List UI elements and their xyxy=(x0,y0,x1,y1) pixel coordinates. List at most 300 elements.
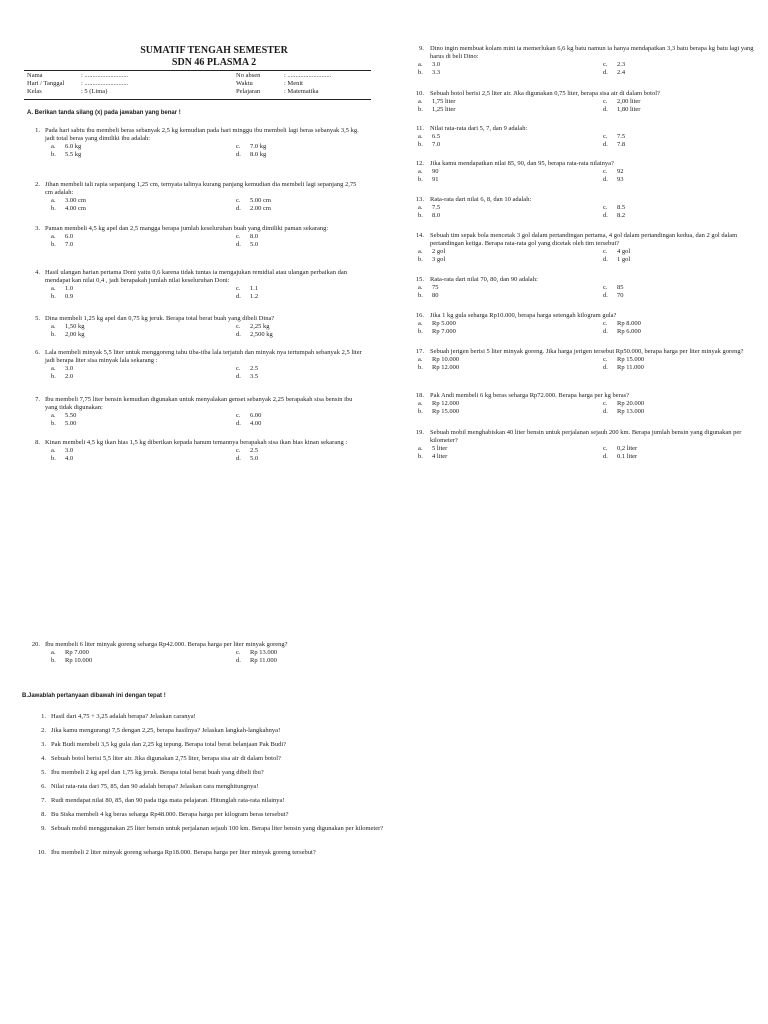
question-b-10 xyxy=(24,849,384,857)
answer-option[interactable] xyxy=(418,168,603,176)
answer-option[interactable] xyxy=(418,248,603,256)
option-text: Rp 7.000 xyxy=(432,327,456,335)
question-b-8 xyxy=(24,811,384,819)
question-text: Dina membeli 1,25 kg apel dan 0,75 kg jeruk. Berapa total berat buah yang dibeli Dina? xyxy=(45,315,275,322)
option-letter: a. xyxy=(51,446,56,454)
answer-option[interactable] xyxy=(418,445,603,453)
answer-option[interactable] xyxy=(418,284,603,292)
option-letter: c. xyxy=(236,232,241,240)
answer-option[interactable] xyxy=(51,365,236,373)
option-letter: b. xyxy=(51,292,56,300)
option-letter: d. xyxy=(603,255,608,263)
question-number: 4. xyxy=(41,755,46,762)
answer-option[interactable] xyxy=(418,292,603,300)
option-letter: d. xyxy=(603,140,608,148)
question-stem xyxy=(24,181,364,197)
question-text: Sebuah mobil menghabiskan 40 liter bensin untuk perjalanan sejauh 200 km. Berapa jumlah bensin yang digunakan per kilometer? xyxy=(430,429,742,444)
option-text: 4 liter xyxy=(432,452,448,460)
answer-option[interactable] xyxy=(418,133,603,141)
question-b-6 xyxy=(24,783,384,791)
exam-title: SUMATIF TENGAH SEMESTER xyxy=(140,45,288,56)
answer-option[interactable] xyxy=(418,176,603,184)
answer-option[interactable] xyxy=(51,143,236,151)
answer-option[interactable] xyxy=(51,331,236,339)
question-number: 5. xyxy=(35,315,40,322)
question-number: 10. xyxy=(37,849,46,856)
option-text: 2,25 kg xyxy=(250,322,270,330)
answer-option[interactable] xyxy=(236,285,376,293)
answer-option[interactable] xyxy=(603,445,743,453)
answer-option[interactable] xyxy=(51,412,236,420)
question-a-20 xyxy=(24,641,364,665)
question-text: Paman membeli 4,5 kg apel dan 2,5 mangga berapa jumlah keseluruhan buah yang dimiliki paman sekarang: xyxy=(45,225,329,232)
absen-field[interactable]: : ........................... xyxy=(284,72,332,79)
question-text: Pak Budi membeli 3,5 kg gula dan 2,25 kg tepung. Berapa total berat belanjaan Pak Budi? xyxy=(51,741,287,748)
option-letter: b. xyxy=(418,291,423,299)
option-text: 2,500 kg xyxy=(250,330,273,338)
answer-option[interactable] xyxy=(418,364,603,372)
time-row: Waktu : Menit xyxy=(236,80,303,87)
answer-option[interactable] xyxy=(51,241,236,249)
question-b-7 xyxy=(24,797,384,805)
option-text: Rp 11.000 xyxy=(250,656,277,664)
answer-option[interactable] xyxy=(603,133,743,141)
option-letter: a. xyxy=(418,60,423,68)
option-text: 7.0 kg xyxy=(250,142,267,150)
question-stem xyxy=(24,225,364,233)
option-text: 2.5 xyxy=(250,364,259,372)
option-letter: b. xyxy=(51,240,56,248)
option-text: 92 xyxy=(617,167,624,175)
option-text: 1,75 liter xyxy=(432,97,456,105)
question-number: 3. xyxy=(41,741,46,748)
answer-option[interactable] xyxy=(603,292,743,300)
question-a-3 xyxy=(24,225,364,249)
question-text: Hasil ulangan harian pertama Doni yaitu 0,6 karena tidak tuntas ia mengajukan remidial atau ulangan perbaikan dan mendapat kan nilai 0,4 , jadi berapakah jumlah nilai keseluruhan Doni: xyxy=(45,269,347,284)
option-letter: a. xyxy=(418,132,423,140)
answer-option[interactable] xyxy=(603,69,743,77)
answer-option[interactable] xyxy=(418,141,603,149)
name-field[interactable]: : ........................... xyxy=(81,72,129,79)
option-letter: b. xyxy=(51,150,56,158)
option-letter: d. xyxy=(603,327,608,335)
answer-option[interactable] xyxy=(603,400,743,408)
answer-option[interactable] xyxy=(603,328,743,336)
question-text: Ibu membeli 2 kg apel dan 1,75 kg jeruk. Berapa total berat buah yang dibeli ibu? xyxy=(51,769,264,776)
class-row: Kelas : 5 (Lima) xyxy=(27,88,108,95)
answer-option[interactable] xyxy=(236,293,376,301)
answer-option[interactable] xyxy=(603,61,743,69)
question-a-13 xyxy=(405,196,755,220)
option-text: 3 gol xyxy=(432,255,446,263)
question-number: 6. xyxy=(35,349,40,356)
question-a-2 xyxy=(24,181,364,213)
answer-option[interactable] xyxy=(236,241,376,249)
option-text: Rp 12.000 xyxy=(432,399,460,407)
answer-option[interactable] xyxy=(51,233,236,241)
answer-option[interactable] xyxy=(236,233,376,241)
question-a-12 xyxy=(405,160,755,184)
answer-option[interactable] xyxy=(603,176,743,184)
option-text: 2.0 xyxy=(65,372,74,380)
answer-option[interactable] xyxy=(418,98,603,106)
answer-option[interactable] xyxy=(236,649,376,657)
answer-option[interactable] xyxy=(51,293,236,301)
option-letter: d. xyxy=(603,363,608,371)
answer-options xyxy=(405,61,755,77)
option-letter: a. xyxy=(418,283,423,291)
question-a-1 xyxy=(24,127,364,159)
question-a-15 xyxy=(405,276,755,300)
option-letter: b. xyxy=(418,363,423,371)
option-letter: b. xyxy=(418,140,423,148)
option-text: 2,00 kg xyxy=(65,330,85,338)
answer-option[interactable] xyxy=(236,323,376,331)
answer-option[interactable] xyxy=(418,106,603,114)
question-text: Sebuah tim sepak bola mencetak 3 gol dalam pertandingan pertama, 4 gol dalam pertandingan kedua, dan 2 gol dalam pertandingan ketiga. Berapa rata-rata gol yang dicetak oleh tim tersebut? xyxy=(430,232,738,247)
question-stem xyxy=(405,160,755,168)
option-text: 3.0 xyxy=(65,446,74,454)
answer-option[interactable] xyxy=(418,69,603,77)
answer-option[interactable] xyxy=(603,364,743,372)
option-letter: d. xyxy=(236,204,241,212)
option-text: 7.5 xyxy=(432,203,441,211)
answer-option[interactable] xyxy=(418,212,603,220)
option-letter: a. xyxy=(418,97,423,105)
option-letter: d. xyxy=(236,656,241,664)
question-number: 11. xyxy=(416,125,424,132)
option-letter: d. xyxy=(603,175,608,183)
answer-option[interactable] xyxy=(603,168,743,176)
option-text: 5.50 xyxy=(65,411,77,419)
question-number: 17. xyxy=(415,348,424,355)
student-info-right xyxy=(236,72,371,96)
answer-option[interactable] xyxy=(418,356,603,364)
answer-option[interactable] xyxy=(51,649,236,657)
question-text: Pak Andi membeli 6 kg beras seharga Rp72.000. Berapa harga per kg beras? xyxy=(430,392,630,399)
answer-option[interactable] xyxy=(236,447,376,455)
question-text: Nilai rata-rata dari 75, 85, dan 90 adalah berapa? Jelaskan cara menghitungnya! xyxy=(51,783,259,790)
option-letter: b. xyxy=(51,330,56,338)
question-number: 16. xyxy=(415,312,424,319)
option-text: 2.5 xyxy=(250,446,259,454)
answer-option[interactable] xyxy=(603,284,743,292)
option-text: 7.5 xyxy=(617,132,626,140)
option-text: 6.5 xyxy=(432,132,441,140)
option-letter: d. xyxy=(236,330,241,338)
question-number: 5. xyxy=(41,769,46,776)
answer-option[interactable] xyxy=(51,205,236,213)
answer-options xyxy=(24,365,364,381)
question-number: 8. xyxy=(41,811,46,818)
section-a-heading: A. Berikan tanda silang (x) pada jawaban yang benar ! xyxy=(27,110,181,116)
answer-options xyxy=(24,233,364,249)
question-number: 10. xyxy=(415,90,424,97)
option-letter: c. xyxy=(603,132,608,140)
answer-option[interactable] xyxy=(51,455,236,463)
answer-option[interactable] xyxy=(418,400,603,408)
student-info-left xyxy=(27,72,227,96)
option-letter: b. xyxy=(51,454,56,462)
option-text: 8.0 xyxy=(250,232,259,240)
question-number: 14. xyxy=(415,232,424,239)
answer-option[interactable] xyxy=(51,285,236,293)
answer-option[interactable] xyxy=(603,106,743,114)
option-text: 7.0 xyxy=(65,240,74,248)
answer-option[interactable] xyxy=(236,365,376,373)
option-letter: a. xyxy=(418,444,423,452)
option-letter: d. xyxy=(603,211,608,219)
answer-option[interactable] xyxy=(236,373,376,381)
option-text: 2.4 xyxy=(617,68,626,76)
option-text: 0.1 liter xyxy=(617,452,638,460)
option-text: 2.00 cm xyxy=(250,204,271,212)
option-text: 3.00 cm xyxy=(65,196,86,204)
option-text: Rp 10.000 xyxy=(65,656,93,664)
option-letter: c. xyxy=(236,284,241,292)
option-letter: c. xyxy=(236,322,241,330)
answer-option[interactable] xyxy=(418,61,603,69)
option-letter: c. xyxy=(236,648,241,656)
option-text: Rp 10.000 xyxy=(432,355,460,363)
option-letter: a. xyxy=(418,203,423,211)
answer-option[interactable] xyxy=(236,143,376,151)
option-letter: c. xyxy=(603,319,608,327)
option-letter: c. xyxy=(236,364,241,372)
answer-option[interactable] xyxy=(51,447,236,455)
option-letter: a. xyxy=(418,247,423,255)
option-letter: a. xyxy=(51,196,56,204)
question-stem xyxy=(24,396,364,412)
answer-option[interactable] xyxy=(603,212,743,220)
option-letter: a. xyxy=(51,322,56,330)
option-text: Rp 13.000 xyxy=(617,407,645,415)
option-letter: c. xyxy=(603,355,608,363)
answer-option[interactable] xyxy=(418,453,603,461)
answer-option[interactable] xyxy=(603,98,743,106)
option-text: 1.1 xyxy=(250,284,259,292)
absen-row: No absen : ........................... xyxy=(236,72,332,79)
answer-options xyxy=(24,447,364,463)
option-letter: c. xyxy=(236,411,241,419)
answer-option[interactable] xyxy=(603,204,743,212)
answer-options xyxy=(24,412,364,428)
answer-option[interactable] xyxy=(51,151,236,159)
answer-option[interactable] xyxy=(51,373,236,381)
question-stem xyxy=(405,276,755,284)
option-letter: c. xyxy=(603,444,608,452)
option-letter: b. xyxy=(418,407,423,415)
answer-option[interactable] xyxy=(418,328,603,336)
answer-option[interactable] xyxy=(236,657,376,665)
answer-options xyxy=(24,649,364,665)
option-text: Rp 13.000 xyxy=(250,648,278,656)
option-text: Rp 5.000 xyxy=(432,319,456,327)
option-text: 7.0 xyxy=(432,140,441,148)
answer-option[interactable] xyxy=(236,412,376,420)
answer-option[interactable] xyxy=(236,420,376,428)
answer-option[interactable] xyxy=(603,248,743,256)
answer-option[interactable] xyxy=(603,453,743,461)
option-text: 7.8 xyxy=(617,140,626,148)
option-letter: b. xyxy=(418,327,423,335)
answer-option[interactable] xyxy=(603,320,743,328)
answer-options xyxy=(405,248,755,264)
answer-options xyxy=(405,204,755,220)
question-number: 19. xyxy=(415,429,424,436)
time-value: : Menit xyxy=(284,80,303,87)
question-b-3 xyxy=(24,741,384,749)
subject-value: : Matematika xyxy=(284,88,319,95)
answer-options xyxy=(24,323,364,339)
question-number: 15. xyxy=(415,276,424,283)
answer-option[interactable] xyxy=(51,657,236,665)
answer-option[interactable] xyxy=(603,141,743,149)
question-number: 1. xyxy=(41,713,46,720)
option-letter: b. xyxy=(418,105,423,113)
option-letter: c. xyxy=(603,283,608,291)
question-number: 12. xyxy=(415,160,424,167)
option-letter: c. xyxy=(236,196,241,204)
option-text: 3.3 xyxy=(432,68,441,76)
answer-options xyxy=(24,197,364,213)
option-letter: d. xyxy=(603,68,608,76)
answer-option[interactable] xyxy=(603,356,743,364)
answer-options xyxy=(24,285,364,301)
option-letter: c. xyxy=(603,399,608,407)
question-text: Rata-rata dari nilai 70, 80, dan 90 adalah: xyxy=(430,276,538,283)
option-text: 5.00 cm xyxy=(250,196,271,204)
question-text: Ibu membeli 6 liter minyak goreng seharga Rp42.000. Berapa harga per liter minyak goreng? xyxy=(45,641,288,648)
question-text: Kinan membeli 4,5 kg ikan hias 1,5 kg diberikan kepada hanum temannya berapakah sisa ikan hias kinan sekarang : xyxy=(45,439,348,446)
question-a-10 xyxy=(405,90,755,114)
answer-option[interactable] xyxy=(418,408,603,416)
question-text: Pada hari sabtu ibu membeli beras sebanyak 2,5 kg kemudian pada hari minggu ibu membeli lagi beras sebanyak 3,5 kg. jadi total beras yang dimiliki ibu adalah: xyxy=(45,127,359,142)
option-text: Rp 12.000 xyxy=(432,363,460,371)
answer-option[interactable] xyxy=(51,323,236,331)
option-letter: a. xyxy=(418,355,423,363)
option-letter: d. xyxy=(603,291,608,299)
question-text: Rudi mendapat nilai 80, 85, dan 90 pada tiga mata pelajaran. Hitunglah rata-rata nilainya! xyxy=(51,797,285,804)
question-stem xyxy=(24,641,364,649)
question-stem xyxy=(24,439,364,447)
question-a-11 xyxy=(405,125,755,149)
option-letter: c. xyxy=(603,247,608,255)
question-number: 9. xyxy=(41,825,46,832)
option-letter: a. xyxy=(418,167,423,175)
option-text: Rp 15.000 xyxy=(432,407,460,415)
option-text: 2 gol xyxy=(432,247,446,255)
answer-option[interactable] xyxy=(603,256,743,264)
question-a-9 xyxy=(405,45,755,77)
question-a-5 xyxy=(24,315,364,339)
option-letter: d. xyxy=(236,292,241,300)
option-letter: b. xyxy=(418,452,423,460)
option-letter: d. xyxy=(603,105,608,113)
question-a-6 xyxy=(24,349,364,381)
question-number: 6. xyxy=(41,783,46,790)
question-stem xyxy=(405,45,755,61)
answer-option[interactable] xyxy=(236,197,376,205)
option-letter: b. xyxy=(418,255,423,263)
option-text: 1.0 xyxy=(65,284,74,292)
question-stem xyxy=(24,269,364,285)
option-letter: a. xyxy=(418,399,423,407)
option-text: Rp 15.000 xyxy=(617,355,645,363)
option-text: Rp 6.000 xyxy=(617,327,641,335)
answer-option[interactable] xyxy=(51,420,236,428)
class-value: : 5 (Lima) xyxy=(81,88,108,95)
header-rule-bottom xyxy=(24,99,371,100)
answer-options xyxy=(24,143,364,159)
date-field[interactable]: : ........................... xyxy=(81,80,129,87)
answer-option[interactable] xyxy=(236,331,376,339)
question-number: 9. xyxy=(419,45,424,52)
answer-option[interactable] xyxy=(418,320,603,328)
option-text: 5.0 xyxy=(250,240,259,248)
option-letter: b. xyxy=(418,211,423,219)
option-text: 1.2 xyxy=(250,292,259,300)
question-text: Sebuah jerigen berisi 5 liter minyak goreng. Jika harga jerigen tersebut Rp50.000, berapa harga per liter minyak goreng? xyxy=(430,348,744,355)
question-a-18 xyxy=(405,392,755,416)
option-text: 75 xyxy=(432,283,439,291)
option-letter: a. xyxy=(51,648,56,656)
answer-options xyxy=(405,98,755,114)
question-number: 4. xyxy=(35,269,40,276)
option-text: 2.3 xyxy=(617,60,626,68)
question-stem xyxy=(405,125,755,133)
question-number: 18. xyxy=(415,392,424,399)
option-letter: a. xyxy=(51,232,56,240)
option-text: 70 xyxy=(617,291,624,299)
question-stem xyxy=(24,349,364,365)
answer-option[interactable] xyxy=(418,204,603,212)
name-row: Nama : ........................... xyxy=(27,72,129,79)
answer-options xyxy=(405,356,755,372)
option-text: 8.0 kg xyxy=(250,150,267,158)
answer-option[interactable] xyxy=(51,197,236,205)
question-text: Jihan membeli tali rapia sepanjang 1,25 cm, ternyata talinya kurang panjang kemudian dia membeli lagi sepanjang 2,75 cm adalah: xyxy=(45,181,357,196)
option-text: 8.2 xyxy=(617,211,626,219)
question-text: Ibu membeli 2 liter minyak goreng seharga Rp18.000. Berapa harga per liter minyak goreng tersebut? xyxy=(51,849,316,856)
option-text: 80 xyxy=(432,291,439,299)
answer-option[interactable] xyxy=(236,205,376,213)
option-text: 0.9 xyxy=(65,292,74,300)
option-letter: b. xyxy=(418,175,423,183)
subject-row: Pelajaran : Matematika xyxy=(236,88,319,95)
option-letter: d. xyxy=(236,454,241,462)
option-text: 4.00 xyxy=(250,419,262,427)
question-number: 8. xyxy=(35,439,40,446)
answer-options xyxy=(405,400,755,416)
option-letter: d. xyxy=(236,372,241,380)
option-text: 3.0 xyxy=(432,60,441,68)
answer-options xyxy=(405,168,755,184)
question-text: Sebuah mobil menggunakan 25 liter bensin untuk perjalanan sejauh 100 km. Berapa liter bensin yang digunakan per kilometer? xyxy=(51,825,384,832)
answer-option[interactable] xyxy=(418,256,603,264)
option-letter: a. xyxy=(51,411,56,419)
option-letter: d. xyxy=(603,407,608,415)
question-number: 2. xyxy=(35,181,40,188)
option-text: 1 gol xyxy=(617,255,631,263)
question-text: Sebuah botol berisi 2,5 liter air. Jika digunakan 0,75 liter, berapa sisa air di dalam botol? xyxy=(430,90,660,97)
answer-options xyxy=(405,133,755,149)
answer-option[interactable] xyxy=(236,151,376,159)
option-text: 5.00 xyxy=(65,419,77,427)
answer-option[interactable] xyxy=(236,455,376,463)
answer-option[interactable] xyxy=(603,408,743,416)
answer-options xyxy=(405,284,755,300)
